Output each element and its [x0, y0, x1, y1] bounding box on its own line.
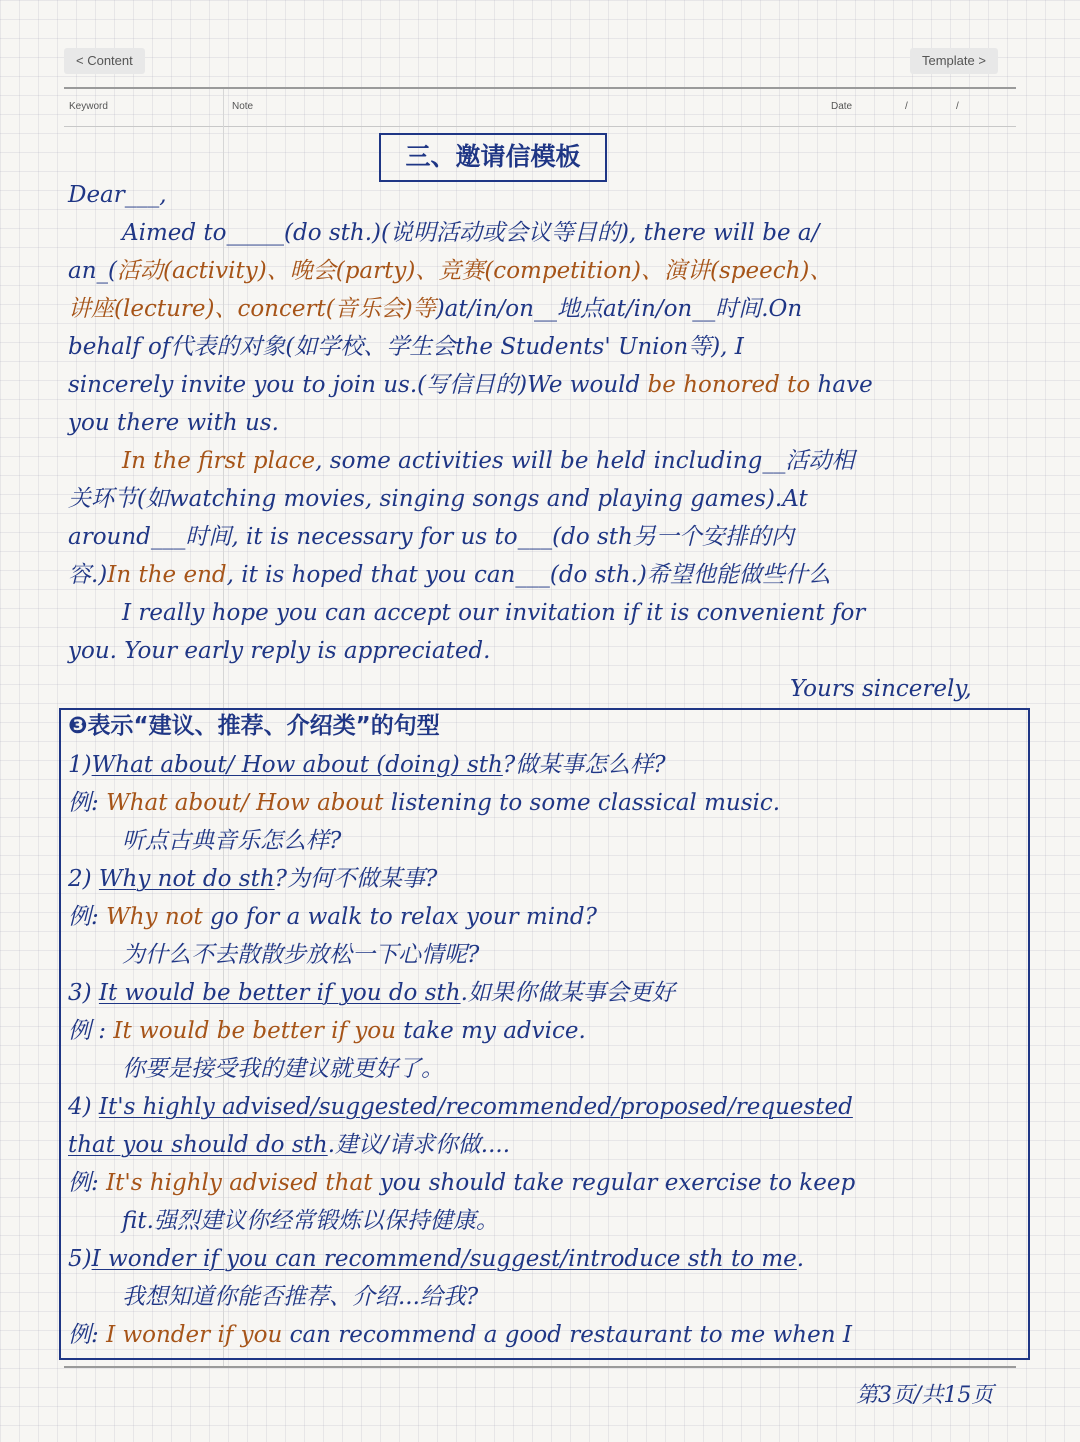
letter-line: [68, 560, 831, 590]
text-run: you should take regular exercise to keep: [372, 1170, 856, 1196]
text-run: 例:: [68, 1170, 107, 1196]
pattern-text: It would be better if you do sth: [98, 980, 461, 1006]
text-run: ?做某事怎么样?: [502, 752, 666, 778]
text-run: can recommend a good restaurant to me when I: [282, 1322, 852, 1348]
example-line: [68, 902, 597, 932]
text-run: , it is hoped that you can___(do sth.)希望他能做些什么: [226, 562, 831, 588]
highlight-run: In the first place: [122, 448, 316, 474]
example-translation: 你要是接受我的建议就更好了。: [122, 1056, 444, 1082]
text-run: 容.): [68, 562, 108, 588]
pattern-text: It's highly advised/suggested/recommended/proposed/requested: [98, 1094, 853, 1120]
highlight-run: 活动(activity)、晚会(party)、竞赛(competition)、演讲(speech)、: [117, 258, 833, 284]
pattern-text: What about/ How about (doing) sth: [91, 752, 503, 778]
example-line: [68, 1168, 855, 1198]
text-run: 2): [68, 866, 99, 892]
example-line: [68, 1320, 852, 1350]
text-run: sincerely invite you to join us.(写信目的)We would: [68, 372, 648, 398]
pattern-line: [68, 750, 666, 780]
example-line: [68, 788, 780, 818]
date-separator: /: [956, 101, 959, 112]
date-separator: /: [905, 101, 908, 112]
letter-line: [122, 446, 854, 476]
pattern-translation: 我想知道你能否推荐、介绍...给我?: [122, 1284, 479, 1310]
template-next-button[interactable]: Template >: [910, 48, 998, 74]
highlight-run: be honored to: [647, 372, 811, 398]
text-run: 5): [68, 1246, 92, 1272]
letter-line: 关环节(如watching movies, singing songs and playing games).At: [68, 486, 808, 512]
letter-line: Dear___,: [68, 182, 167, 208]
letter-line: [68, 256, 832, 286]
example-line: [68, 1016, 586, 1046]
header-rule-top: [64, 87, 1016, 89]
text-run: 1): [68, 752, 92, 778]
highlight-run: It's highly advised that: [106, 1170, 373, 1196]
text-run: 例:: [68, 790, 107, 816]
pattern-line: [68, 1130, 510, 1160]
example-translation: fit.强烈建议你经常锻炼以保持健康。: [122, 1208, 499, 1234]
highlight-run: Why not: [106, 904, 203, 930]
pattern-text: Why not do sth: [98, 866, 275, 892]
pattern-line: [68, 864, 437, 894]
page-number: 第3页/共15页: [856, 1383, 994, 1408]
text-run: 例:: [68, 904, 107, 930]
pattern-line: [68, 978, 675, 1008]
example-translation: 为什么不去散散步放松一下心情呢?: [122, 942, 480, 968]
text-run: 4): [68, 1094, 99, 1120]
text-run: go for a walk to relax your mind?: [202, 904, 597, 930]
pattern-text: that you should do sth: [68, 1132, 328, 1158]
text-run: )at/in/on__地点at/in/on__时间.On: [435, 296, 803, 322]
text-run: have: [810, 372, 873, 398]
example-translation: 听点古典音乐怎么样?: [122, 828, 342, 854]
highlight-run: 讲座(lecture)、concert(音乐会)等: [68, 296, 436, 322]
text-run: ?为何不做某事?: [274, 866, 438, 892]
letter-line: [68, 294, 802, 324]
text-run: an_(: [68, 258, 117, 284]
pattern-line: [68, 1244, 804, 1274]
highlight-run: It would be better if you: [113, 1018, 396, 1044]
text-run: 例 :: [68, 1018, 114, 1044]
text-run: 例:: [68, 1322, 107, 1348]
letter-line: [68, 370, 873, 400]
keyword-label: Keyword: [69, 101, 108, 112]
date-label: Date: [831, 101, 853, 112]
letter-closing: Yours sincerely,: [790, 676, 972, 702]
letter-line: you there with us.: [68, 410, 279, 436]
section-heading: ❸表示“建议、推荐、介绍类”的句型: [68, 713, 440, 739]
text-run: listening to some classical music.: [383, 790, 781, 816]
pattern-line: [68, 1092, 853, 1122]
footer-rule: [64, 1366, 1016, 1368]
letter-line: around___时间, it is necessary for us to___(do sth另一个安排的内: [68, 524, 794, 550]
header-rule-bottom: [64, 126, 1016, 127]
text-run: .如果你做某事会更好: [460, 980, 675, 1006]
text-run: 3): [68, 980, 99, 1006]
highlight-run: I wonder if you: [106, 1322, 283, 1348]
text-run: take my advice.: [395, 1018, 586, 1044]
text-run: .建议/请求你做....: [327, 1132, 511, 1158]
letter-line: behalf of代表的对象(如学校、学生会the Students' Union等), I: [68, 334, 744, 360]
highlight-run: What about/ How about: [106, 790, 384, 816]
letter-line: Aimed to_____(do sth.)(说明活动或会议等目的), there will be a/: [122, 220, 820, 246]
letter-line: you. Your early reply is appreciated.: [68, 638, 491, 664]
content-back-button[interactable]: < Content: [64, 48, 145, 74]
pattern-text: I wonder if you can recommend/suggest/introduce sth to me: [91, 1246, 797, 1272]
text-run: , some activities will be held including__活动相: [315, 448, 855, 474]
highlight-run: In the end: [107, 562, 227, 588]
note-label: Note: [232, 101, 254, 112]
text-run: .: [796, 1246, 805, 1272]
page-title: 三、邀请信模板: [379, 133, 607, 182]
letter-line: I really hope you can accept our invitation if it is convenient for: [122, 600, 866, 626]
